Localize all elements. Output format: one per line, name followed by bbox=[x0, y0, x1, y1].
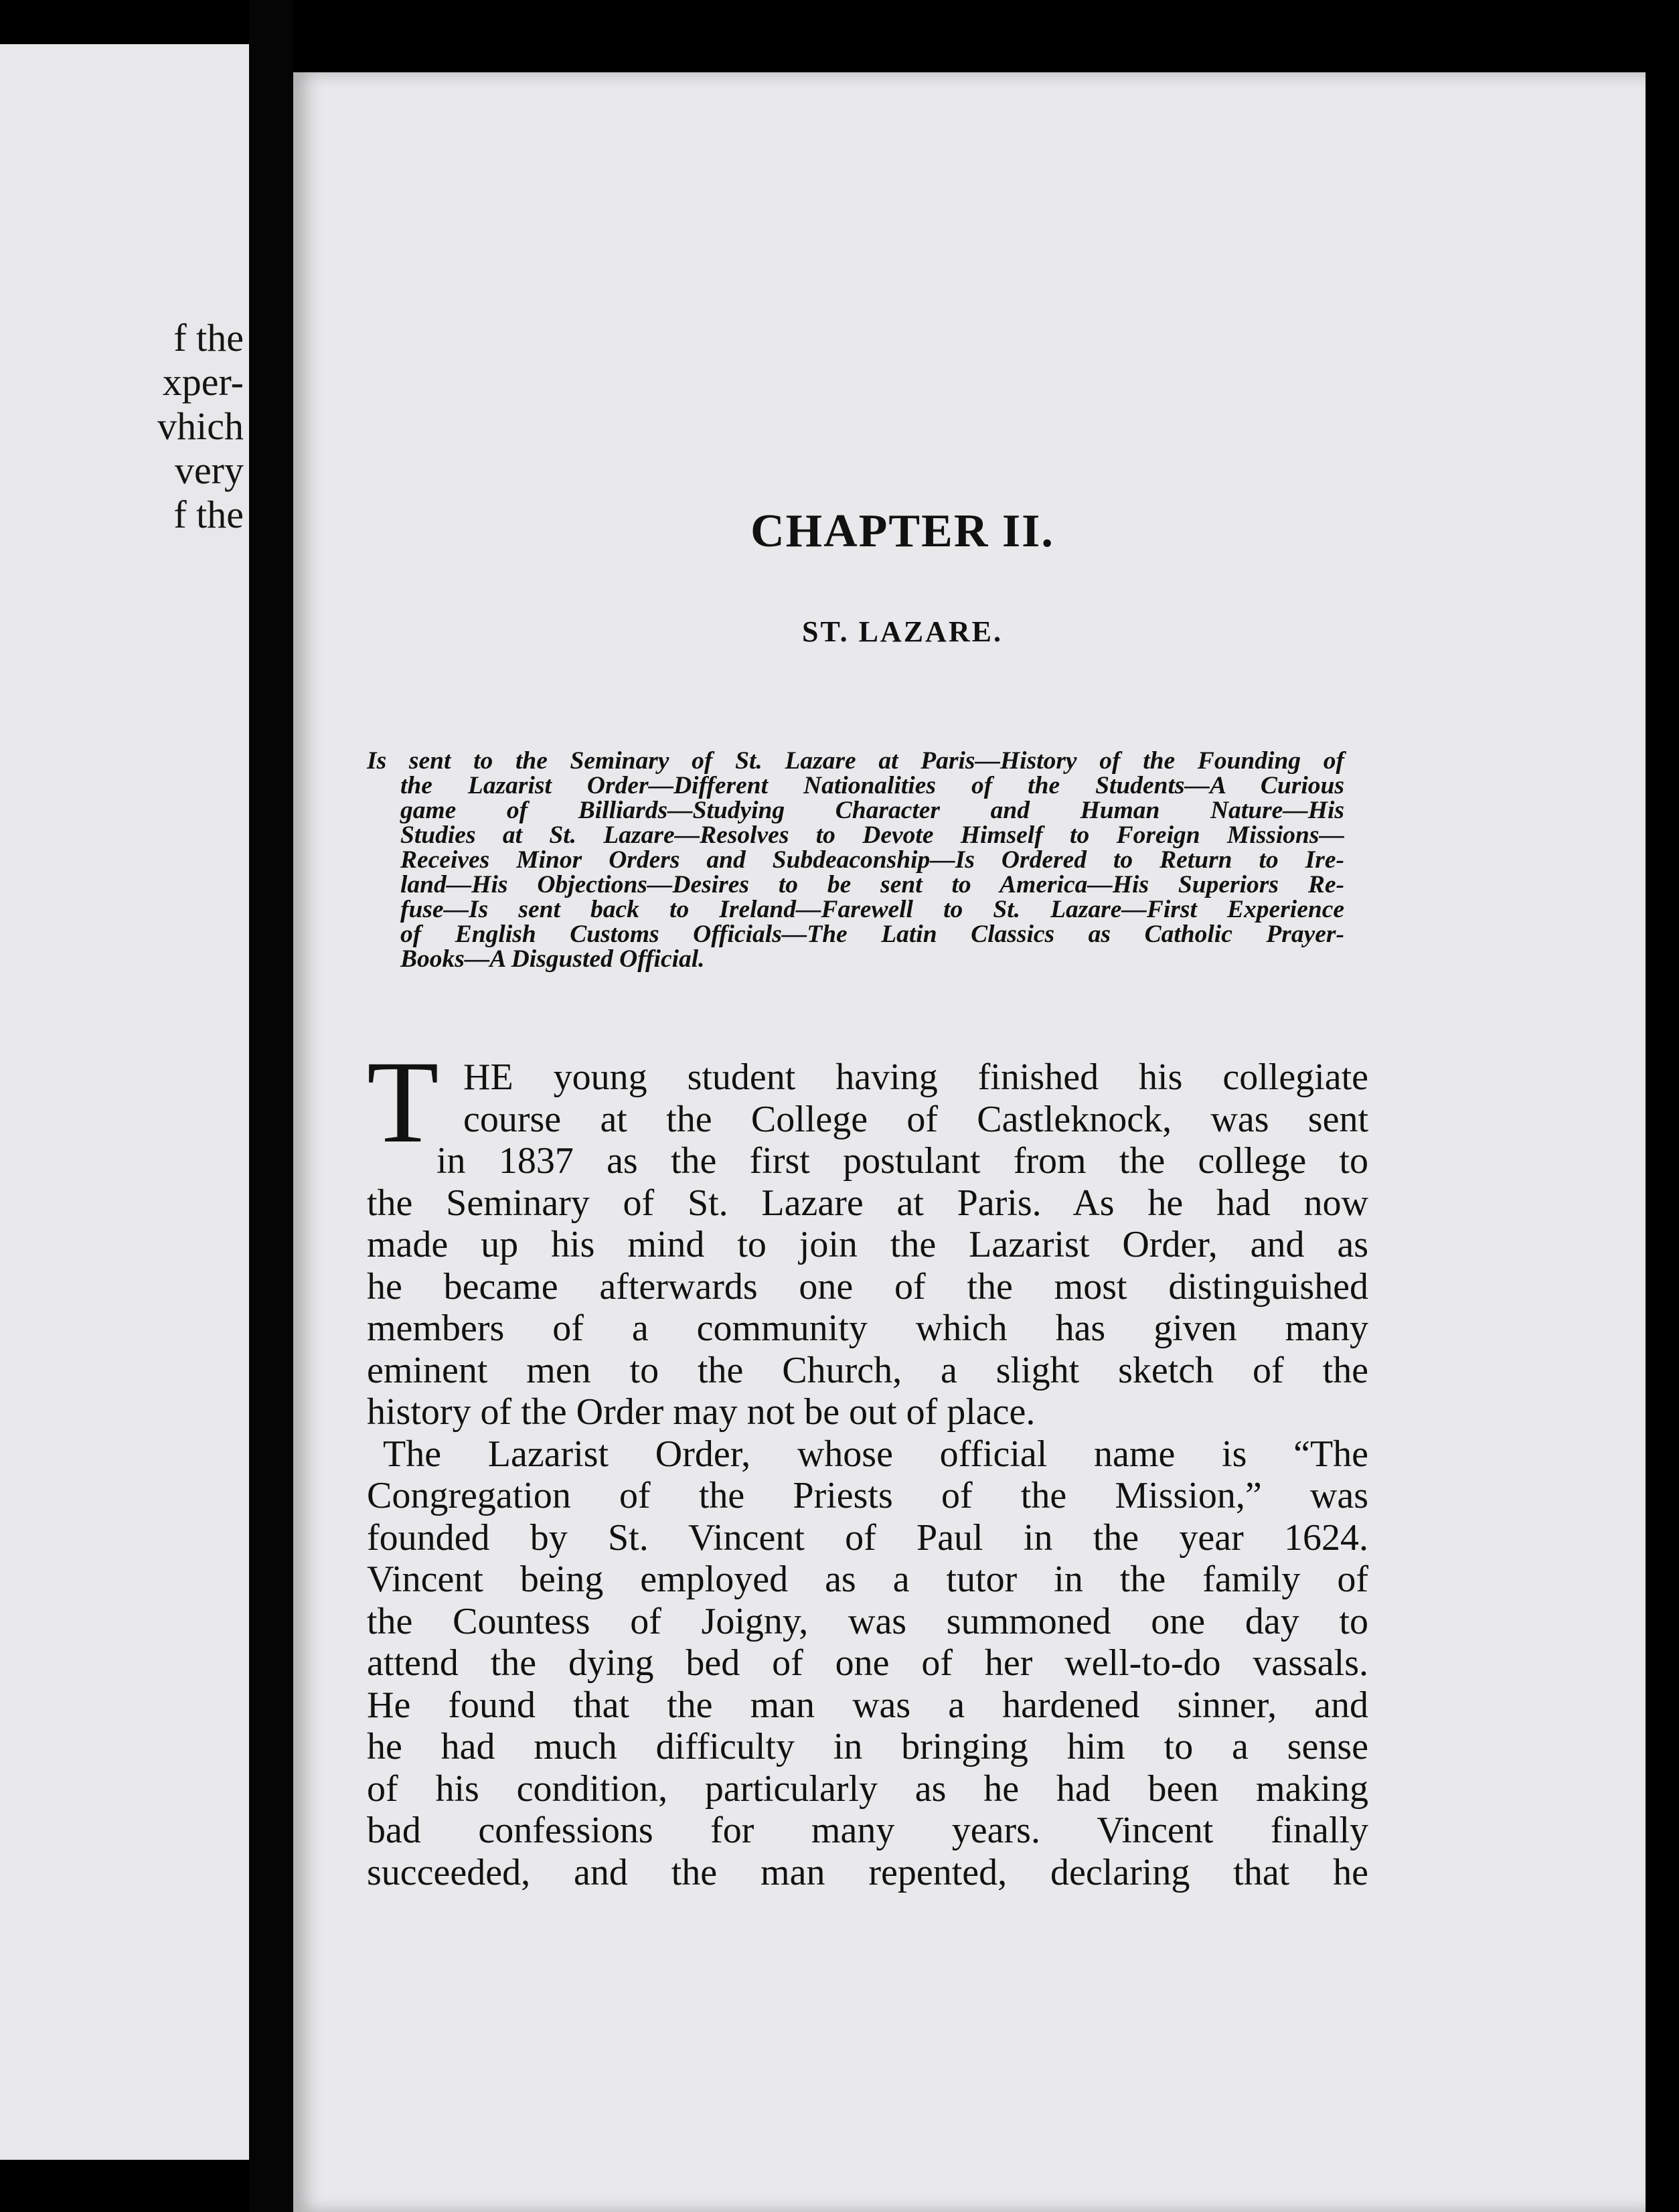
body-line: the Countess of Joigny, was summoned one day to bbox=[367, 1600, 1368, 1642]
body-line: members of a community which has given many bbox=[367, 1308, 1368, 1349]
chapter-subtitle: ST. LAZARE. bbox=[802, 615, 1003, 648]
left-fragment-line: vhich bbox=[157, 404, 244, 448]
chapter-title: CHAPTER II. bbox=[750, 505, 1054, 557]
body-line: founded by St. Vincent of Paul in the year 1624. bbox=[367, 1516, 1368, 1559]
body-line: course at the College of Castleknock, was sent bbox=[463, 1098, 1368, 1140]
synopsis-line: Studies at St. Lazare—Resolves to Devote Himself to Foreign Missions— bbox=[400, 821, 1344, 849]
left-fragment-line: very bbox=[174, 449, 244, 492]
book-gutter bbox=[249, 0, 293, 2212]
left-fragment-line: xper- bbox=[162, 360, 244, 404]
body-line: Congregation of the Priests of the Mission,” was bbox=[367, 1475, 1368, 1516]
drop-cap-letter: T bbox=[367, 1037, 439, 1168]
left-fragment-line: f the bbox=[173, 316, 244, 360]
body-line: he became afterwards one of the most distinguished bbox=[367, 1265, 1368, 1308]
body-line: he had much difficulty in bringing him to a sense bbox=[367, 1726, 1368, 1767]
body-line: He found that the man was a hardened sinner, and bbox=[367, 1684, 1368, 1726]
paragraph-2 bbox=[367, 1433, 1368, 1894]
synopsis-line: game of Billiards—Studying Character and Human Nature—His bbox=[400, 797, 1344, 824]
body-line: history of the Order may not be out of place. bbox=[367, 1391, 1036, 1433]
chapter-body bbox=[367, 1037, 1368, 1893]
left-facing-page bbox=[0, 44, 249, 2160]
body-line: in 1837 as the first postulant from the college to bbox=[436, 1140, 1368, 1182]
synopsis-line: the Lazarist Order—Different Nationalities of the Students—A Curious bbox=[400, 772, 1344, 799]
body-line: HE young student having finished his collegiate bbox=[463, 1056, 1368, 1098]
right-book-page bbox=[293, 72, 1646, 2212]
body-line: succeeded, and the man repented, declaring that he bbox=[367, 1851, 1368, 1893]
left-fragment-line: f the bbox=[173, 493, 244, 536]
body-line: The Lazarist Order, whose official name is “The bbox=[383, 1433, 1368, 1475]
body-line: bad confessions for many years. Vincent finally bbox=[367, 1810, 1368, 1851]
paragraph-1 bbox=[367, 1037, 1368, 1433]
body-line: the Seminary of St. Lazare at Paris. As he had now bbox=[367, 1182, 1368, 1224]
synopsis-line: land—His Objections—Desires to be sent to America—His Superiors Re- bbox=[400, 871, 1344, 898]
synopsis-line: Books—A Disgusted Official. bbox=[400, 945, 705, 973]
left-page-text-fragments bbox=[157, 316, 244, 537]
synopsis-line: Receives Minor Orders and Subdeaconship—Is Ordered to Return to Ire- bbox=[400, 846, 1344, 874]
chapter-synopsis bbox=[367, 748, 1344, 971]
body-line: of his condition, particularly as he had been making bbox=[367, 1767, 1368, 1810]
synopsis-line: fuse—Is sent back to Ireland—Farewell to St. Lazare—First Experience bbox=[400, 896, 1344, 923]
body-line: eminent men to the Church, a slight sketch of the bbox=[367, 1349, 1368, 1391]
synopsis-line: Is sent to the Seminary of St. Lazare at Paris—History of the Founding of bbox=[367, 747, 1344, 775]
body-line: made up his mind to join the Lazarist Order, and as bbox=[367, 1224, 1368, 1265]
body-line: attend the dying bed of one of her well-to-do vassals. bbox=[367, 1642, 1368, 1684]
body-line: Vincent being employed as a tutor in the family of bbox=[367, 1559, 1368, 1600]
synopsis-line: of English Customs Officials—The Latin Classics as Catholic Prayer- bbox=[400, 921, 1344, 948]
